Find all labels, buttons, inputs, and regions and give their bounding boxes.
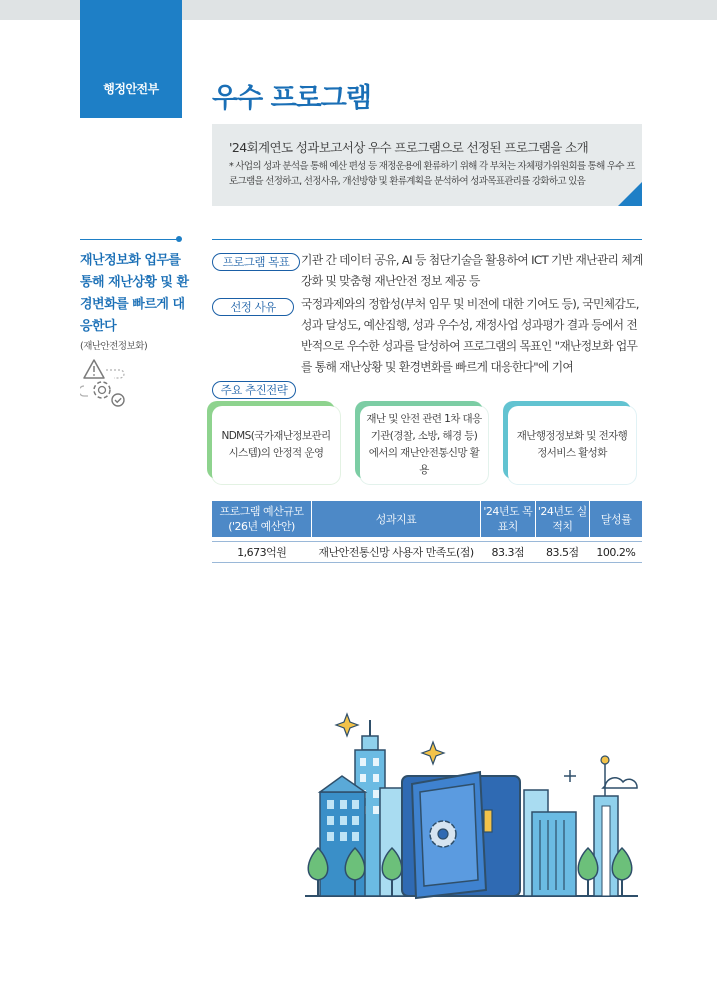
summary-note: * 사업의 성과 분석을 통해 예산 편성 등 재정운용에 환류하기 위해 각 부처는 자체평가위원회를 통해 우수 프로그램을 선정하고, 선정사유, 개선방향 및 환류계획을 분석하여 성과목표관리를 강화하고 있음 <box>229 161 635 187</box>
summary-headline: '24회계연도 성과보고서상 우수 프로그램으로 선정된 프로그램을 소개 <box>229 140 589 155</box>
ministry-label: 행정안전부 <box>103 82 159 96</box>
reason-label: 선정 사유 <box>212 298 294 316</box>
page-title: 우수 프로그램 <box>212 83 371 114</box>
side-divider <box>80 239 180 240</box>
table-cell: 재난안전통신망 사용자 만족도(점) <box>312 542 481 563</box>
goal-label: 프로그램 목표 <box>212 253 300 271</box>
summary-box <box>212 124 642 206</box>
budget-table <box>212 501 642 563</box>
warning-gear-icon <box>80 356 128 412</box>
table-header: 성과지표 <box>312 501 481 537</box>
table-cell: 83.5점 <box>535 542 590 563</box>
table-header: 달성률 <box>590 501 642 537</box>
side-divider-dot <box>176 236 182 242</box>
table-cell: 83.3점 <box>481 542 536 563</box>
goal-text: 기관 간 데이터 공유, AI 등 첨단기술을 활용하여 ICT 기반 재난관리 체계 강화 및 맞춤형 재난안전 정보 제공 등 <box>301 253 643 288</box>
strategy-card-3: 재난행정정보화 및 전자행정서비스 활성화 <box>508 406 636 484</box>
table-header-row <box>212 501 642 537</box>
reason-text: 국정과제와의 정합성(부처 임무 및 비전에 대한 기여도 등), 국민체감도, 성과 달성도, 예산집행, 성과 우수성, 재정사업 성과평가 결과 등에서 전반적으로 우수한 성과를 달성하여 프로그램의 목표인 "재난정보화 업무를 통해 재난상황 및 환경변화를 빠르게 대응한다"에 기여 <box>301 297 639 374</box>
table-cell: 1,673억원 <box>212 542 312 563</box>
main-divider <box>212 239 642 240</box>
program-subname: (재난안전정보화) <box>80 341 148 352</box>
city-safe-illustration <box>300 700 645 900</box>
ministry-tab <box>80 0 182 118</box>
corner-accent <box>618 182 642 206</box>
program-name: 재난정보화 업무를 통해 재난상황 및 환경변화를 빠르게 대응한다 <box>80 253 189 334</box>
table-row <box>212 542 642 563</box>
table-header: 프로그램 예산규모 ('26년 예산안) <box>212 501 312 537</box>
strategy-card-2: 재난 및 안전 관련 1차 대응 기관(경찰, 소방, 해경 등)에서의 재난안전통신망 활용 <box>360 406 488 484</box>
strategy-label: 주요 추진전략 <box>212 381 296 399</box>
strategy-card-1: NDMS(국가재난정보관리 시스템)의 안정적 운영 <box>212 406 340 484</box>
table-header: '24년도 목표치 <box>481 501 536 537</box>
table-header: '24년도 실적치 <box>535 501 590 537</box>
table-cell: 100.2% <box>590 542 642 563</box>
